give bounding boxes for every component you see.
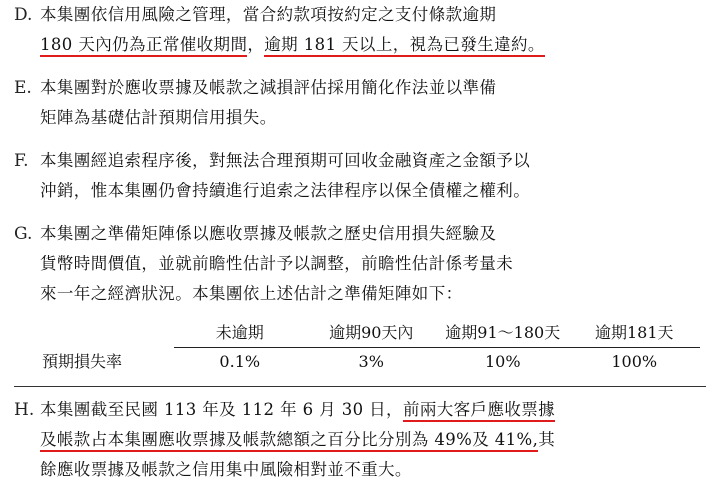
clause-h-line-2	[40, 425, 707, 455]
table-row	[20, 348, 700, 377]
table-header-col-2	[306, 319, 438, 348]
clause-e-marker: E.	[14, 78, 32, 98]
clause-h-text-1: 本集團截至民國 113 年及 112 年 6 月 30 日，	[40, 400, 403, 419]
table-header-col-3-label: 逾期91～180天	[445, 323, 561, 342]
clause-d	[0, 0, 719, 60]
clause-d-marker: D.	[14, 5, 33, 25]
loss-rate-table-wrapper	[0, 319, 719, 376]
clause-f	[0, 146, 719, 206]
clause-g	[0, 219, 719, 309]
clause-h-highlight-2: 及帳款占本集團應收票據及帳款總額之百分比分別為 49%及 41%,	[40, 430, 538, 452]
cell-value-2: 3%	[358, 352, 384, 371]
loss-rate-table	[20, 319, 700, 376]
table-bottom-rule	[14, 386, 706, 387]
clause-e	[0, 73, 719, 133]
clause-g-line-3: 來一年之經濟狀況。本集團依上述估計之準備矩陣如下：	[40, 284, 463, 303]
table-header-blank	[20, 319, 174, 348]
clause-e-line-2: 矩陣為基礎估計預期信用損失。	[40, 108, 277, 127]
table-header-col-1-label: 未逾期	[215, 323, 264, 342]
table-header-row	[20, 319, 700, 348]
spacer-2	[0, 133, 719, 146]
clause-h-line-1	[40, 395, 707, 425]
table-header-col-3	[437, 319, 569, 348]
clause-h	[0, 395, 719, 485]
clause-f-marker: F.	[14, 151, 29, 171]
table-header-col-1	[174, 319, 306, 348]
cell-value-4: 100%	[611, 352, 658, 371]
clause-g-line-2: 貨幣時間價值，並就前瞻性估計予以調整，前瞻性估計係考量未	[40, 254, 514, 273]
clause-g-body	[40, 219, 707, 309]
clause-h-text-2: 其	[538, 430, 556, 449]
clause-e-line-1: 本集團對於應收票據及帳款之減損評估採用簡化作法並以準備	[40, 78, 497, 97]
clause-h-line-3: 餘應收票據及帳款之信用集中風險相對並不重大。	[40, 460, 412, 479]
clause-d-line-1: 本集團依信用風險之管理，當合約款項按約定之支付條款逾期	[40, 5, 497, 24]
clause-g-line-1: 本集團之準備矩陣係以應收票據及帳款之歷史信用損失經驗及	[40, 224, 497, 243]
clause-f-line-2: 沖銷，惟本集團仍會持續進行追索之法律程序以保全債權之權利。	[40, 181, 531, 200]
spacer-1	[0, 60, 719, 73]
clause-e-body	[40, 73, 707, 133]
clause-h-highlight-1: 前兩大客戶應收票據	[403, 400, 555, 422]
clause-f-body	[40, 146, 707, 206]
cell-value-3: 10%	[484, 352, 521, 371]
clause-f-line-1: 本集團經追索程序後，對無法合理預期可回收金融資產之金額予以	[40, 151, 531, 170]
table-header-col-2-label: 逾期90天內	[329, 323, 414, 342]
clause-d-sep: ，	[247, 35, 265, 54]
spacer-3	[0, 206, 719, 219]
clause-h-marker: H.	[14, 400, 35, 420]
clause-d-body	[40, 0, 707, 60]
clause-d-highlight-1: 180 天內仍為正常催收期間	[40, 35, 247, 57]
clause-g-marker: G.	[14, 224, 33, 244]
table-header-col-4-label: 逾期181天	[594, 323, 674, 342]
table-header-col-4	[569, 319, 701, 348]
clause-d-line-2	[40, 30, 707, 60]
cell-value-1: 0.1%	[219, 352, 261, 371]
clause-h-body	[40, 395, 707, 485]
clause-d-highlight-2: 逾期 181 天以上，視為已發生違約。	[264, 35, 545, 57]
row-label-expected-loss-rate: 預期損失率	[42, 351, 123, 371]
